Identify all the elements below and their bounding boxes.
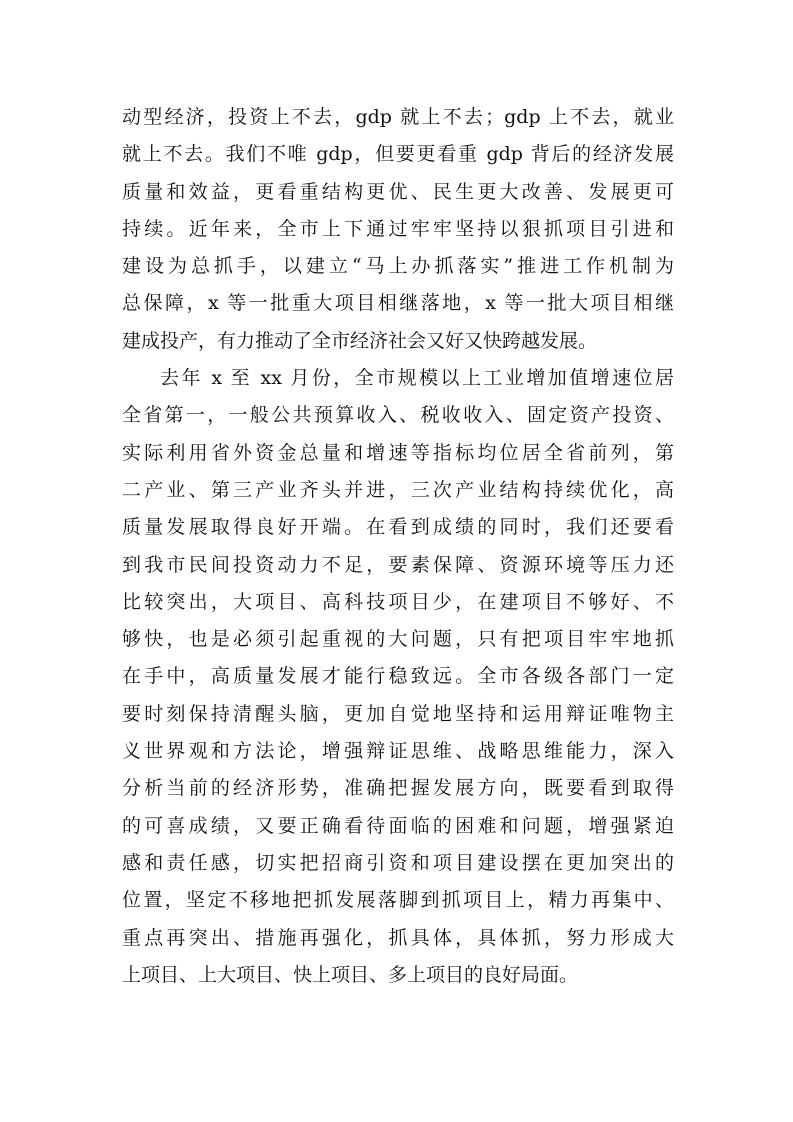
text-line: 上项目、上大项目、快上项目、多上项目的良好局面。: [122, 963, 579, 986]
text-line: 感和责任感，切实把招商引资和项目建设摆在更加突出的: [122, 851, 674, 874]
text-line: 去年 x 至 xx 月份，全市规模以上工业增加值增速位居: [160, 367, 674, 390]
text-line: 二产业、第三产业齐头并进，三次产业结构持续优化，高: [122, 478, 674, 501]
text-line: 在手中，高质量发展才能行稳致远。全市各级各部门一定: [122, 665, 674, 688]
text-line: 够快，也是必须引起重视的大问题，只有把项目牢牢地抓: [122, 628, 674, 651]
text-line: 的可喜成绩，又要正确看待面临的困难和问题，增强紧迫: [122, 814, 674, 837]
text-line: 总保障，x 等一批重大项目相继落地，x 等一批大项目相继: [122, 292, 674, 315]
text-line: 到我市民间投资动力不足，要素保障、资源环境等压力还: [122, 553, 674, 576]
text-line: 实际利用省外资金总量和增速等指标均位居全省前列，第: [122, 441, 674, 464]
text-line: 动型经济，投资上不去，gdp 就上不去；gdp 上不去，就业: [122, 106, 674, 128]
text-line: 重点再突出、措施再强化，抓具体，具体抓，努力形成大: [122, 926, 674, 949]
text-line: 分析当前的经济形势，准确把握发展方向，既要看到取得: [122, 777, 674, 800]
paragraph: [122, 99, 674, 360]
text-line: 建设为总抓手，以建立“马上办抓落实”推进工作机制为: [122, 255, 674, 278]
text-line: 比较突出，大项目、高科技项目少，在建项目不够好、不: [122, 590, 674, 613]
text-line: 就上不去。我们不唯 gdp，但要更看重 gdp 背后的经济发展: [122, 143, 674, 166]
text-line: 义世界观和方法论，增强辩证思维、战略思维能力，深入: [122, 740, 674, 763]
text-line: 质量发展取得良好开端。在看到成绩的同时，我们还要看: [122, 516, 674, 539]
text-line: 质量和效益，更看重结构更优、民生更大改善、发展更可: [122, 180, 674, 203]
text-line: 全省第一，一般公共预算收入、税收收入、固定资产投资、: [122, 404, 674, 427]
text-line: 位置，坚定不移地把抓发展落脚到抓项目上，精力再集中、: [122, 889, 674, 912]
document-body: [122, 99, 674, 994]
text-line: 建成投产，有力推动了全市经济社会又好又快跨越发展。: [122, 329, 598, 352]
paragraph: [122, 360, 674, 994]
text-line: 要时刻保持清醒头脑，更加自觉地坚持和运用辩证唯物主: [122, 702, 674, 725]
text-line: 持续。近年来，全市上下通过牢牢坚持以狠抓项目引进和: [122, 217, 674, 240]
